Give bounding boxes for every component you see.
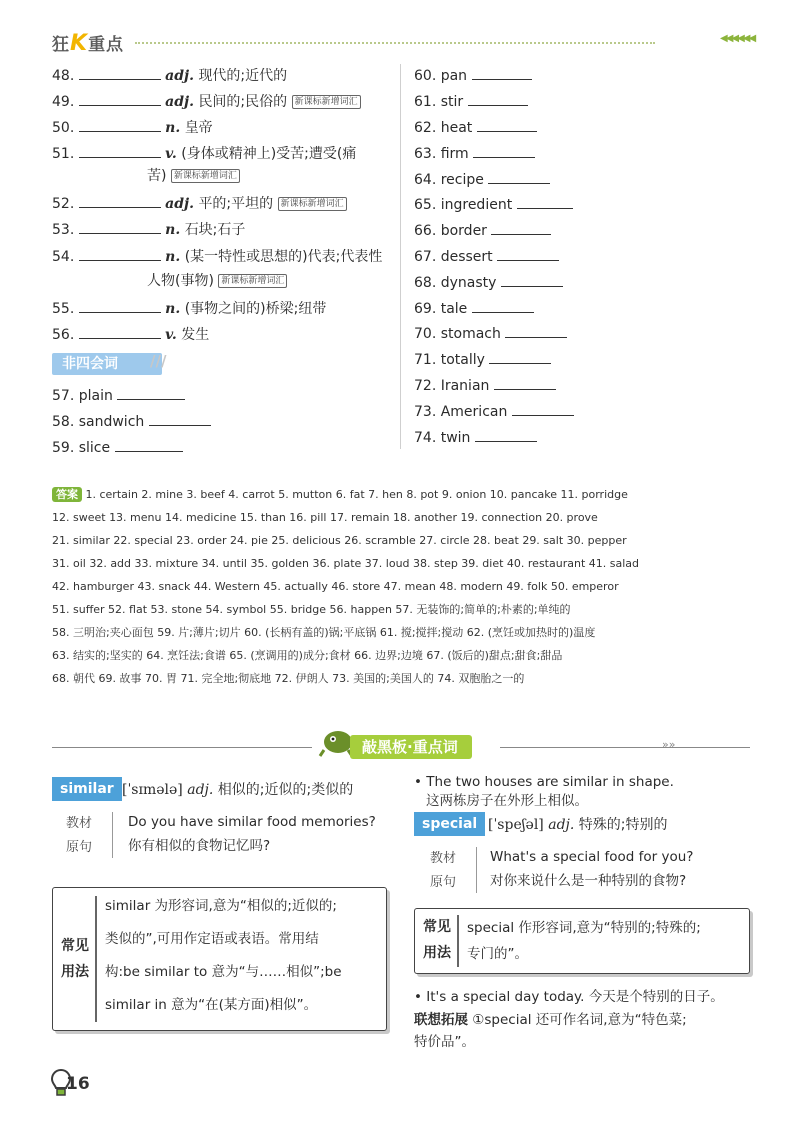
answer-blank[interactable] [79, 298, 161, 313]
textbook-label: 原句 [66, 840, 93, 855]
usage-text: 类似的”,可用作定语或表语。常用结 [105, 931, 319, 947]
word-item: 61. stir [414, 91, 528, 111]
word-item: 58. sandwich [52, 411, 211, 431]
word-item: 62. heat [414, 117, 537, 137]
special-definition: [ˈspeʃəl] adj. 特殊的;特别的 [488, 817, 668, 833]
answer-blank[interactable] [489, 349, 551, 364]
answer-blank[interactable] [491, 220, 551, 235]
word-item: 68. dynasty [414, 272, 563, 292]
divider [476, 847, 477, 893]
answer-blank[interactable] [488, 169, 550, 184]
answer-blank[interactable] [494, 375, 556, 390]
answer-blank[interactable] [79, 117, 161, 132]
answer-line: 51. suffer 52. flat 53. stone 54. symbol 55. bridge 56. happen 57. 无装饰的;简单的;朴素的;单纯的 [52, 603, 571, 616]
example-sentence: • It's a special day today. 今天是个特别的日子。 [414, 989, 724, 1005]
usage-label: 常见 [61, 938, 89, 954]
banner-arrows: »» [662, 738, 676, 751]
section-header: 非四会词 [52, 353, 162, 375]
textbook-label: 原句 [430, 875, 457, 890]
new-curriculum-tag: 新课标新增词汇 [292, 95, 361, 109]
vocab-item: 52. adj. 平的;平坦的 新课标新增词汇 [52, 193, 347, 213]
banner-line-right [500, 747, 750, 748]
word-item: 59. slice [52, 437, 183, 457]
usage-box [414, 908, 750, 974]
answer-blank[interactable] [473, 143, 535, 158]
word-item: 69. tale [414, 298, 534, 318]
blackboard-title: 敲黑板·重点词 [350, 735, 472, 759]
new-curriculum-tag: 新课标新增词汇 [218, 274, 287, 288]
example-sentence-zh: 这两栋房子在外形上相似。 [426, 793, 588, 809]
header-arrows: ◀◀◀◀◀◀ [720, 33, 755, 44]
vocab-item: 56. v. 发生 [52, 324, 209, 344]
answer-blank[interactable] [468, 91, 528, 106]
word-item: 64. recipe [414, 169, 550, 189]
header-divider [135, 42, 655, 44]
keyword-similar: similar [52, 777, 122, 801]
textbook-sentence-en: Do you have similar food memories? [128, 814, 376, 830]
answer-line: 21. similar 22. special 23. order 24. pie 25. delicious 26. scramble 27. circle 28. beat 29. salt 30. pepper [52, 534, 627, 547]
textbook-label: 教材 [66, 816, 93, 831]
answer-blank[interactable] [505, 323, 567, 338]
word-item: 60. pan [414, 65, 532, 85]
textbook-sentence-en: What's a special food for you? [490, 849, 694, 865]
answer-blank[interactable] [477, 117, 537, 132]
usage-text: similar in 意为“在(某方面)相似”。 [105, 997, 318, 1013]
word-item: 65. ingredient [414, 194, 573, 214]
word-item: 72. Iranian [414, 375, 556, 395]
answer-blank[interactable] [512, 401, 574, 416]
answer-blank[interactable] [79, 143, 161, 158]
vocab-item: 54. n. (某一特性或思想的)代表;代表性 [52, 246, 382, 266]
answer-blank[interactable] [79, 324, 161, 339]
word-item: 71. totally [414, 349, 551, 369]
usage-label: 常见 [423, 919, 451, 935]
word-item: 74. twin [414, 427, 537, 447]
answer-line: 答案 1. certain 2. mine 3. beef 4. carrot 5. mutton 6. fat 7. hen 8. pot 9. onion 10. pancake 11. porridge [52, 483, 742, 506]
header-logo: 狂K重点 [52, 31, 125, 56]
vocab-item: 48. adj. 现代的;近代的 [52, 65, 287, 85]
answer-blank[interactable] [149, 411, 211, 426]
example-sentence-en: • The two houses are similar in shape. [414, 774, 674, 790]
word-item: 63. firm [414, 143, 535, 163]
vocab-item-continued: 人物(事物) 新课标新增词汇 [147, 272, 287, 290]
answer-blank[interactable] [79, 91, 161, 106]
new-curriculum-tag: 新课标新增词汇 [278, 197, 347, 211]
word-item: 67. dessert [414, 246, 559, 266]
column-divider [400, 64, 401, 449]
answer-line: 42. hamburger 43. snack 44. Western 45. actually 46. store 47. mean 48. modern 49. folk 50. emperor [52, 580, 619, 593]
textbook-sentence-zh: 你有相似的食物记忆吗? [128, 838, 271, 854]
banner-line-left [52, 747, 312, 748]
vocab-item: 53. n. 石块;石子 [52, 219, 245, 239]
vocab-item: 50. n. 皇帝 [52, 117, 213, 137]
answer-blank[interactable] [475, 427, 537, 442]
answer-blank[interactable] [79, 193, 161, 208]
answer-blank[interactable] [472, 65, 532, 80]
extension-line: 特价品”。 [414, 1034, 475, 1050]
vocab-item: 51. v. (身体或精神上)受苦;遭受(痛 [52, 143, 356, 163]
section-header-decoration: /// [150, 352, 167, 370]
answer-badge: 答案 [52, 487, 82, 502]
answer-blank[interactable] [497, 246, 559, 261]
keyword-special: special [414, 812, 485, 836]
answer-line: 12. sweet 13. menu 14. medicine 15. than 16. pill 17. remain 18. another 19. connection 20. prove [52, 511, 598, 524]
answer-line: 31. oil 32. add 33. mixture 34. until 35. golden 36. plate 37. loud 38. step 39. diet 40. restaurant 41. salad [52, 557, 639, 570]
divider [95, 896, 97, 1022]
textbook-label: 教材 [430, 851, 457, 866]
usage-text: similar 为形容词,意为“相似的;近似的; [105, 898, 337, 914]
vocab-item-continued: 苦) 新课标新增词汇 [147, 167, 240, 185]
page-number: 16 [66, 1074, 90, 1094]
answer-blank[interactable] [79, 219, 161, 234]
usage-label: 用法 [423, 945, 451, 961]
answer-blank[interactable] [117, 385, 185, 400]
answer-blank[interactable] [517, 194, 573, 209]
new-curriculum-tag: 新课标新增词汇 [171, 169, 240, 183]
usage-text: 构:be similar to 意为“与……相似”;be [105, 964, 342, 980]
usage-text: 专门的”。 [467, 946, 528, 962]
similar-definition: [ˈsɪmələ] adj. 相似的;近似的;类似的 [122, 782, 354, 798]
usage-box [52, 887, 387, 1031]
answer-blank[interactable] [115, 437, 183, 452]
answer-blank[interactable] [79, 246, 161, 261]
answer-blank[interactable] [79, 65, 161, 80]
answer-blank[interactable] [472, 298, 534, 313]
word-item: 73. American [414, 401, 574, 421]
divider [112, 812, 113, 858]
answer-blank[interactable] [501, 272, 563, 287]
word-item: 70. stomach [414, 323, 567, 343]
answer-line: 58. 三明治;夹心面包 59. 片;薄片;切片 60. (长柄有盖的)锅;平底锅 61. 搅;搅拌;搅动 62. (烹饪或加热时的)温度 [52, 626, 596, 639]
vocab-item: 49. adj. 民间的;民俗的 新课标新增词汇 [52, 91, 361, 111]
usage-text: special 作形容词,意为“特别的;特殊的; [467, 920, 701, 936]
word-item: 57. plain [52, 385, 185, 405]
answer-line: 63. 结实的;坚实的 64. 烹饪法;食谱 65. (烹调用的)成分;食材 66. 边界;边境 67. (饭后的)甜点;甜食;甜品 [52, 649, 563, 662]
word-item: 66. border [414, 220, 551, 240]
extension-line: 联想拓展 ①special 还可作名词,意为“特色菜; [414, 1012, 687, 1028]
vocab-item: 55. n. (事物之间的)桥梁;纽带 [52, 298, 326, 318]
divider [457, 915, 459, 967]
textbook-sentence-zh: 对你来说什么是一种特别的食物? [490, 873, 687, 889]
usage-label: 用法 [61, 964, 89, 980]
answer-line: 68. 朝代 69. 故事 70. 胃 71. 完全地;彻底地 72. 伊朗人 73. 美国的;美国人的 74. 双胞胎之一的 [52, 672, 525, 685]
